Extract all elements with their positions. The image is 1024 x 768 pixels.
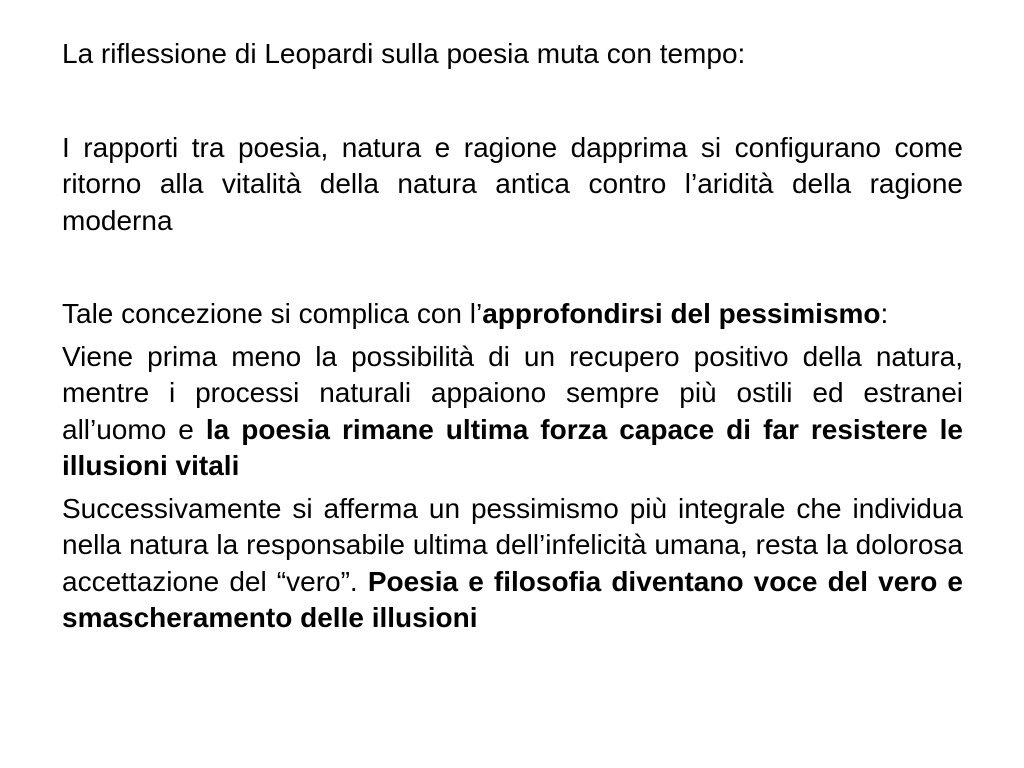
second-phase-emphasis: Poesia e filosofia diventano voce del vero e smascheramento delle illusioni [62,565,963,633]
paragraph-pessimism [62,296,963,333]
paragraph-second-phase-text: Successivamente si afferma un pessimismo più integrale che individua nella natura la responsabile ultima dell’infelicità umana, resta la dolorosa accettazione del “vero”. [62,492,963,597]
paragraph-pessimism-colon: : [880,298,889,329]
slide-body [62,36,963,637]
paragraph-second-phase [62,491,963,637]
paragraph-pessimism-text: Tale concezione si complica con l’ [62,298,483,329]
paragraph-first-phase-text: Viene prima meno la possibilità di un recupero positivo della natura, mentre i processi naturali appaiono sempre più ostili ed estranei all’uomo e [62,340,963,445]
paragraph-intro-text: La riflessione di Leopardi sulla poesia muta con tempo: [62,38,746,69]
paragraph-nature-reason [62,130,963,240]
paragraph-first-phase [62,339,963,485]
paragraph-intro [62,36,963,73]
first-phase-emphasis: la poesia rimane ultima forza capace di far resistere le illusioni vitali [62,413,964,481]
pessimism-emphasis: approfondirsi del pessimismo [482,298,881,329]
paragraph-nature-reason-text: I rapporti tra poesia, natura e ragione dapprima si configurano come ritorno alla vitalità della natura antica contro l’aridità della ragione moderna [62,131,963,236]
